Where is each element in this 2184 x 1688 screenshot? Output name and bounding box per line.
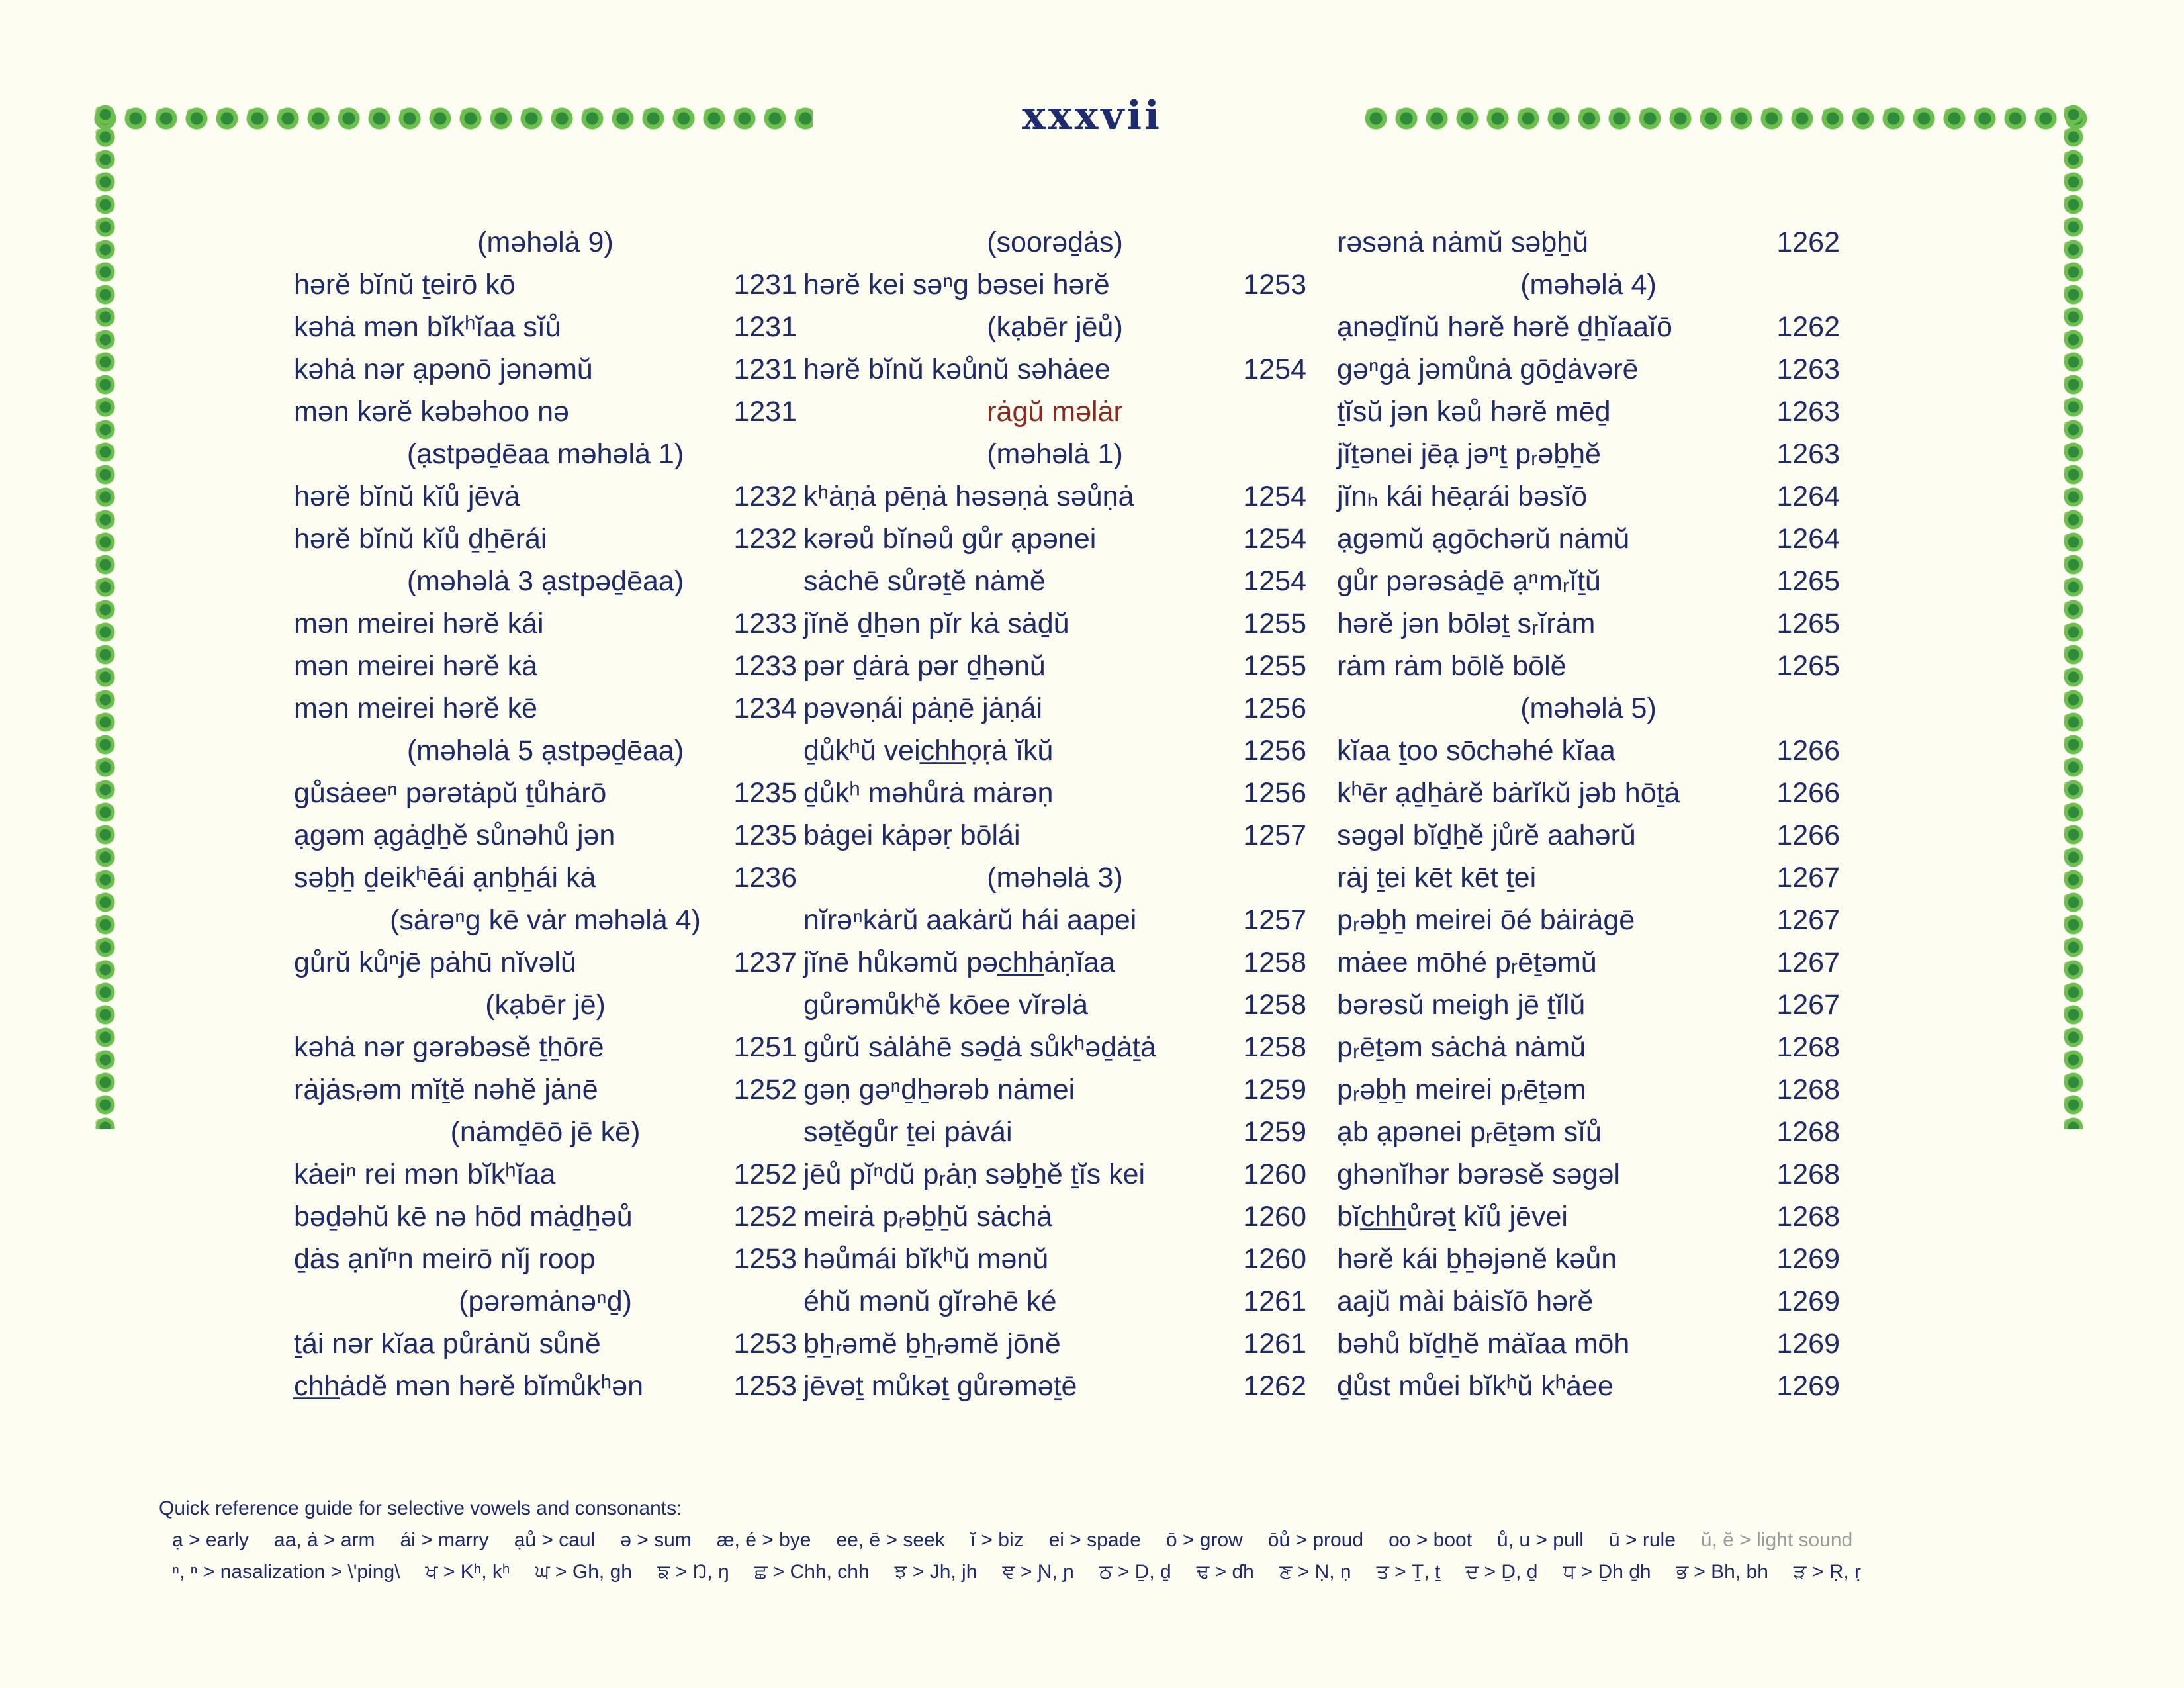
entry-page-number: 1237 — [733, 947, 797, 978]
guide-title: Quick reference guide for selective vowels and consonants: — [159, 1497, 682, 1519]
index-entry — [294, 306, 797, 348]
index-entry — [1337, 306, 1840, 348]
guide-item: ů, u > pull — [1497, 1529, 1584, 1551]
index-entry — [803, 1323, 1306, 1365]
entry-title: bərəsŭ meigh jē ṯĭlŭ — [1337, 989, 1586, 1021]
section-heading — [294, 984, 797, 1026]
entry-page-number: 1251 — [733, 1031, 797, 1063]
entry-title: ḏůkʰ məhůrȧ mȧrəṇ — [803, 777, 1054, 809]
index-entry — [803, 729, 1306, 772]
index-entry — [803, 1365, 1306, 1407]
index-entry — [1337, 645, 1840, 687]
guide-item: ōů > proud — [1267, 1529, 1364, 1551]
guide-item: ਦ > Ḏ, ḏ — [1465, 1561, 1538, 1583]
guide-item: æ, é > bye — [716, 1529, 811, 1551]
index-entry — [803, 984, 1306, 1026]
guide-item: ee, ē > seek — [836, 1529, 945, 1551]
entry-title: (ạstpəḏēaa məhəlȧ 1) — [406, 438, 684, 470]
entry-title: mən meirei hərĕ kái — [294, 608, 544, 639]
entry-title: meirȧ pᵣəḇẖŭ sȧchȧ — [803, 1201, 1053, 1233]
entry-title: bȧgei kȧpəṛ bōlái — [803, 820, 1021, 851]
entry-title: hərĕ bĭnŭ kĭů ḏẖērái — [294, 523, 547, 555]
entry-title: gůrəmůkʰĕ kōee vĭrəlȧ — [803, 989, 1088, 1021]
entry-title: hərĕ bĭnŭ kĭů jēvȧ — [294, 481, 520, 512]
entry-page-number: 1256 — [1243, 777, 1306, 809]
entry-page-number: 1233 — [733, 608, 797, 639]
entry-page-number: 1231 — [733, 353, 797, 385]
entry-title: ḏůkʰŭ veic̲h̲h̲ọṛȧ ĭkŭ — [803, 735, 1054, 767]
entry-title: hərĕ bĭnŭ ṯeirō kō — [294, 269, 516, 301]
entry-title: həůmái bĭkʰŭ mənŭ — [803, 1243, 1049, 1275]
guide-item: ō > grow — [1165, 1529, 1243, 1551]
section-heading — [803, 857, 1306, 899]
entry-title: gůsȧeeⁿ pərətȧpŭ ṯůhȧrō — [294, 777, 607, 809]
guide-item: ⁿ, ⁿ > nasalization > \'ping\ — [172, 1561, 400, 1583]
guide-item: aa, ȧ > arm — [273, 1529, 375, 1551]
index-entry — [294, 1153, 797, 1196]
index-entry — [1337, 1111, 1840, 1153]
index-entry — [294, 391, 797, 433]
entry-page-number: 1266 — [1776, 777, 1840, 809]
guide-item: ਛ > Chh, chh — [754, 1561, 870, 1583]
entry-title: ạb ạpənei pᵣēṯəm sĭů — [1337, 1116, 1602, 1148]
entry-page-number: 1259 — [1243, 1116, 1306, 1148]
index-entry — [294, 1026, 797, 1068]
entry-title: hərĕ kei səⁿg bəsei hərĕ — [803, 269, 1110, 301]
index-entry — [294, 1323, 797, 1365]
entry-page-number: 1252 — [733, 1074, 797, 1105]
entry-page-number: 1255 — [1243, 608, 1306, 639]
entry-title: rȧjȧsᵣəm mĭṯĕ nəhĕ jȧnē — [294, 1074, 598, 1105]
section-heading — [294, 560, 797, 602]
index-entry — [1337, 729, 1840, 772]
entry-title: (məhəlȧ 5 ạstpəḏēaa) — [406, 735, 684, 767]
entry-page-number: 1267 — [1776, 862, 1840, 894]
entry-page-number: 1266 — [1776, 820, 1840, 851]
entry-title: éhŭ mənŭ gĭrəhē ké — [803, 1286, 1057, 1317]
entry-title: c̲h̲h̲ȧdĕ mən hərĕ bĭmůkʰən — [294, 1370, 644, 1402]
entry-page-number: 1236 — [733, 862, 797, 894]
index-entry — [1337, 433, 1840, 475]
index-entry — [803, 1280, 1306, 1323]
guide-item: ĭ > biz — [970, 1529, 1024, 1551]
entry-page-number: 1264 — [1776, 523, 1840, 555]
index-entry — [1337, 1323, 1840, 1365]
entry-page-number: 1253 — [733, 1243, 797, 1275]
entry-title: (kạbēr jē) — [485, 989, 606, 1021]
section-heading — [1337, 687, 1840, 729]
guide-item: ਤ > Ṯ, ṯ — [1376, 1561, 1441, 1583]
entry-title: jēů pĭⁿdŭ pᵣȧṇ səḇẖĕ ṯĭs kei — [803, 1158, 1146, 1190]
entry-title: mən meirei hərĕ kȧ — [294, 650, 538, 682]
page-number: xxxvii — [1022, 93, 1162, 139]
entry-title: ṯĭsŭ jən kəů hərĕ mēḏ — [1337, 396, 1611, 428]
entry-title: ḏȧs ạnĭⁿn meirō nĭj roop — [294, 1243, 596, 1275]
entry-title: rəsənȧ nȧmŭ səḇẖŭ — [1337, 226, 1589, 258]
section-heading — [803, 306, 1306, 348]
index-column-2 — [803, 221, 1306, 1407]
entry-title: (məhəlȧ 1) — [987, 438, 1123, 470]
guide-item: ə > sum — [620, 1529, 692, 1551]
entry-title: kəhȧ mən bĭkʰĭaa sĭů — [294, 311, 561, 343]
guide-item: ਝ > Jh, jh — [894, 1561, 978, 1583]
entry-title: kĭaa ṯoo sōchəhé kĭaa — [1337, 735, 1615, 767]
index-entry — [1337, 1153, 1840, 1196]
entry-title: sȧchē sůrəṯĕ nȧmĕ — [803, 565, 1046, 597]
entry-page-number: 1263 — [1776, 438, 1840, 470]
index-entry — [294, 645, 797, 687]
entry-title: jĭṯənei jēạ jəⁿṯ pᵣəḇẖĕ — [1337, 438, 1601, 470]
entry-page-number: 1269 — [1776, 1370, 1840, 1402]
entry-page-number: 1252 — [733, 1201, 797, 1233]
entry-page-number: 1262 — [1776, 226, 1840, 258]
entry-title: (məhəlȧ 4) — [1520, 269, 1657, 301]
entry-title: rȧgŭ məlȧr — [987, 396, 1123, 428]
entry-page-number: 1254 — [1243, 353, 1306, 385]
entry-page-number: 1254 — [1243, 523, 1306, 555]
guide-item: ਣ > Ṇ, ṇ — [1279, 1561, 1351, 1583]
index-entry — [803, 475, 1306, 518]
index-entry — [803, 1111, 1306, 1153]
guide-item: ái > marry — [400, 1529, 489, 1551]
index-column-1 — [294, 221, 797, 1407]
guide-consonants-row — [172, 1561, 2052, 1583]
index-entry — [803, 814, 1306, 857]
entry-title: pᵣēṯəm sȧchȧ nȧmŭ — [1337, 1031, 1586, 1063]
index-entry — [803, 263, 1306, 306]
guide-item: ਢ > ɗh — [1196, 1561, 1254, 1583]
index-entry — [1337, 348, 1840, 391]
entry-page-number: 1235 — [733, 820, 797, 851]
index-entry — [1337, 1280, 1840, 1323]
guide-item: oo > boot — [1388, 1529, 1473, 1551]
entry-title: pər ḏȧrȧ pər ḏẖənŭ — [803, 650, 1046, 682]
index-entry — [294, 518, 797, 560]
index-entry — [294, 1068, 797, 1111]
index-entry — [294, 941, 797, 984]
index-entry — [294, 687, 797, 729]
entry-page-number: 1256 — [1243, 692, 1306, 724]
index-entry — [294, 857, 797, 899]
guide-vowels-row — [172, 1529, 2052, 1552]
entry-title: (sȧrəⁿg kē vȧr məhəlȧ 4) — [390, 904, 701, 936]
entry-title: gəṇ gəⁿḏẖərəb nȧmei — [803, 1074, 1075, 1105]
entry-title: jĭnₕ kái hēạrái bəsĭō — [1337, 481, 1588, 512]
index-entry — [1337, 391, 1840, 433]
guide-item: ਠ > Ḏ, ḏ — [1099, 1561, 1171, 1583]
index-entry — [1337, 941, 1840, 984]
entry-page-number: 1232 — [733, 523, 797, 555]
vine-border-left — [90, 103, 120, 1129]
entry-page-number: 1263 — [1776, 396, 1840, 428]
entry-title: jĭnĕ ḏẖən pĭr kȧ sȧḏŭ — [803, 608, 1069, 639]
section-heading — [294, 729, 797, 772]
guide-item: ạ > early — [172, 1529, 249, 1551]
entry-title: kəhȧ nər gərəbəsĕ ṯẖōrē — [294, 1031, 604, 1063]
entry-title: bəḏəhŭ kē nə hōd mȧḏẖəů — [294, 1201, 633, 1233]
entry-title: rȧj ṯei kēt kēt ṯei — [1337, 862, 1537, 894]
guide-item: ਭ > Bh, bh — [1676, 1561, 1768, 1583]
entry-page-number: 1260 — [1243, 1243, 1306, 1275]
entry-title: jēvəṯ můkəṯ gůrəməṯē — [803, 1370, 1077, 1402]
entry-page-number: 1231 — [733, 396, 797, 428]
entry-title: hərĕ bĭnŭ kəůnŭ səhȧee — [803, 353, 1111, 385]
entry-page-number: 1267 — [1776, 947, 1840, 978]
index-entry — [1337, 1196, 1840, 1238]
entry-title: (kạbēr jēů) — [987, 311, 1123, 343]
entry-title: gəⁿgȧ jəmůnȧ gōḏȧvərē — [1337, 353, 1639, 385]
index-entry — [803, 1068, 1306, 1111]
entry-page-number: 1235 — [733, 777, 797, 809]
entry-title: kʰȧṇȧ pēṇȧ həsəṇȧ səůṇȧ — [803, 481, 1134, 512]
entry-page-number: 1254 — [1243, 565, 1306, 597]
entry-title: pᵣəḇẖ meirei pᵣēṯəm — [1337, 1074, 1586, 1105]
quick-reference-guide — [159, 1497, 2052, 1593]
index-entry — [294, 814, 797, 857]
entry-title: kərəů bĭnəů gůr ạpənei — [803, 523, 1097, 555]
guide-item: ਘ > Gh, gh — [535, 1561, 632, 1583]
entry-title: mȧee mōhé pᵣēṯəmŭ — [1337, 947, 1597, 978]
entry-page-number: 1253 — [1243, 269, 1306, 301]
entry-page-number: 1231 — [733, 311, 797, 343]
entry-title: aajŭ mài bȧisĭō hərĕ — [1337, 1286, 1594, 1317]
index-column-3 — [1337, 221, 1840, 1407]
entry-page-number: 1257 — [1243, 820, 1306, 851]
index-entry — [803, 518, 1306, 560]
index-entry — [1337, 518, 1840, 560]
entry-page-number: 1260 — [1243, 1201, 1306, 1233]
index-entry — [803, 899, 1306, 941]
entry-page-number: 1265 — [1776, 608, 1840, 639]
section-heading — [803, 221, 1306, 263]
index-entry — [1337, 1068, 1840, 1111]
section-heading — [294, 1280, 797, 1323]
entry-page-number: 1261 — [1243, 1286, 1306, 1317]
index-entry — [803, 645, 1306, 687]
guide-item: ŭ, ĕ > light sound — [1700, 1529, 1853, 1551]
section-heading — [803, 391, 1306, 433]
guide-item: ū > rule — [1608, 1529, 1676, 1551]
entry-title: (məhəlȧ 3) — [987, 862, 1123, 894]
entry-title: ạgəmŭ ạgōchərŭ nȧmŭ — [1337, 523, 1630, 555]
index-entry — [1337, 1026, 1840, 1068]
entry-page-number: 1258 — [1243, 947, 1306, 978]
entry-page-number: 1264 — [1776, 481, 1840, 512]
section-heading — [294, 221, 797, 263]
index-entry — [803, 602, 1306, 645]
entry-page-number: 1269 — [1776, 1328, 1840, 1360]
section-heading — [294, 899, 797, 941]
index-entry — [1337, 221, 1840, 263]
entry-title: (soorəḏȧs) — [987, 226, 1123, 258]
guide-item: ਞ > Ɲ, ɲ — [1002, 1561, 1074, 1583]
index-entry — [803, 348, 1306, 391]
index-entry — [1337, 772, 1840, 814]
entry-page-number: 1234 — [733, 692, 797, 724]
entry-title: (nȧmḏēō jē kē) — [450, 1116, 641, 1148]
entry-page-number: 1231 — [733, 269, 797, 301]
entry-title: (məhəlȧ 3 ạstpəḏēaa) — [406, 565, 684, 597]
guide-item: ei > spade — [1048, 1529, 1141, 1551]
guide-item: ੜ > Ṛ, ṛ — [1793, 1561, 1862, 1583]
index-entry — [803, 941, 1306, 984]
index-entry — [1337, 857, 1840, 899]
entry-page-number: 1269 — [1776, 1243, 1840, 1275]
entry-page-number: 1253 — [733, 1328, 797, 1360]
entry-title: gůr pərəsȧḏē ạⁿmᵣĭṯŭ — [1337, 565, 1601, 597]
entry-title: ḏůst můei bĭkʰŭ kʰȧee — [1337, 1370, 1614, 1402]
section-heading — [294, 433, 797, 475]
entry-title: ghənĭhər bərəsĕ səgəl — [1337, 1158, 1620, 1190]
index-entry — [1337, 899, 1840, 941]
entry-page-number: 1252 — [733, 1158, 797, 1190]
entry-title: bəhů bĭḏẖĕ mȧĭaa mōh — [1337, 1328, 1630, 1360]
entry-title: kʰēr ạḏẖȧrĕ bȧrĭkŭ jəb hōṯȧ — [1337, 777, 1680, 809]
entry-title: nĭrəⁿkȧrŭ aakȧrŭ hái aapei — [803, 904, 1137, 936]
index-entry — [1337, 475, 1840, 518]
vine-border-right — [2058, 103, 2089, 1129]
entry-title: ạnəḏĭnŭ hərĕ hərĕ ḏẖĭaaĭō — [1337, 311, 1672, 343]
entry-title: mən meirei hərĕ kē — [294, 692, 538, 724]
entry-page-number: 1258 — [1243, 1031, 1306, 1063]
entry-page-number: 1262 — [1776, 311, 1840, 343]
entry-title: hərĕ jən bōləṯ sᵣĭrȧm — [1337, 608, 1596, 639]
section-heading — [294, 1111, 797, 1153]
entry-page-number: 1232 — [733, 481, 797, 512]
entry-page-number: 1256 — [1243, 735, 1306, 767]
index-entry — [1337, 1365, 1840, 1407]
entry-title: (məhəlȧ 9) — [477, 226, 614, 258]
index-entry — [1337, 814, 1840, 857]
entry-title: mən kərĕ kəbəhoo nə — [294, 396, 569, 428]
entry-page-number: 1233 — [733, 650, 797, 682]
guide-item: ਙ > Ŋ, ŋ — [657, 1561, 729, 1583]
index-entry — [294, 475, 797, 518]
entry-title: səḇẖ ḏeikʰēái ạnḇẖái kȧ — [294, 862, 596, 894]
entry-title: (məhəlȧ 5) — [1520, 692, 1657, 724]
entry-page-number: 1253 — [733, 1370, 797, 1402]
entry-title: rȧm rȧm bōlĕ bōlĕ — [1337, 650, 1567, 682]
index-entry — [294, 348, 797, 391]
entry-page-number: 1269 — [1776, 1286, 1840, 1317]
entry-title: pəvəṇái pȧṇē jȧṇái — [803, 692, 1043, 724]
entry-title: ṯái nər kĭaa půrȧnŭ sůnĕ — [294, 1328, 601, 1360]
entry-title: hərĕ kái ḇẖəjənĕ kəůn — [1337, 1243, 1617, 1275]
guide-item: ਧ > Ḏh ḏh — [1563, 1561, 1651, 1583]
guide-item: ạů > caul — [514, 1529, 596, 1551]
entry-page-number: 1259 — [1243, 1074, 1306, 1105]
entry-page-number: 1268 — [1776, 1074, 1840, 1105]
entry-page-number: 1261 — [1243, 1328, 1306, 1360]
index-entry — [294, 772, 797, 814]
index-entry — [803, 1153, 1306, 1196]
index-entry — [294, 1238, 797, 1280]
entry-page-number: 1267 — [1776, 904, 1840, 936]
index-entry — [803, 772, 1306, 814]
index-entry — [294, 263, 797, 306]
entry-title: gůrŭ sȧlȧhē səḏȧ sůkʰəḏȧṯȧ — [803, 1031, 1156, 1063]
index-entry — [803, 1238, 1306, 1280]
entry-title: səṯĕgůr ṯei pȧvái — [803, 1116, 1013, 1148]
entry-title: kəhȧ nər ạpənō jənəmŭ — [294, 353, 593, 385]
entry-title: pᵣəḇẖ meirei ōé bȧirȧgē — [1337, 904, 1635, 936]
section-heading — [1337, 263, 1840, 306]
entry-page-number: 1265 — [1776, 650, 1840, 682]
entry-page-number: 1258 — [1243, 989, 1306, 1021]
entry-title: səgəl bĭḏẖĕ jůrĕ aahərŭ — [1337, 820, 1636, 851]
section-heading — [803, 433, 1306, 475]
index-entry — [1337, 602, 1840, 645]
entry-page-number: 1262 — [1243, 1370, 1306, 1402]
index-entry — [1337, 1238, 1840, 1280]
entry-page-number: 1266 — [1776, 735, 1840, 767]
entry-title: bĭc̲h̲h̲ůrəṯ kĭů jēvei — [1337, 1201, 1568, 1233]
entry-title: jĭnē hůkəmŭ pəc̲h̲h̲ȧṇĭaa — [803, 947, 1115, 978]
entry-title: gůrŭ kůⁿjē pȧhū nĭvəlŭ — [294, 947, 576, 978]
index-entry — [294, 1365, 797, 1407]
entry-page-number: 1265 — [1776, 565, 1840, 597]
entry-title: ḇẖᵣəmĕ ḇẖᵣəmĕ jōnĕ — [803, 1328, 1061, 1360]
index-entry — [1337, 560, 1840, 602]
entry-page-number: 1257 — [1243, 904, 1306, 936]
entry-page-number: 1268 — [1776, 1116, 1840, 1148]
entry-page-number: 1268 — [1776, 1201, 1840, 1233]
index-entry — [803, 687, 1306, 729]
index-entry — [803, 560, 1306, 602]
entry-page-number: 1260 — [1243, 1158, 1306, 1190]
index-entry — [803, 1196, 1306, 1238]
entry-page-number: 1268 — [1776, 1031, 1840, 1063]
index-entry — [803, 1026, 1306, 1068]
index-entry — [1337, 984, 1840, 1026]
index-entry — [294, 602, 797, 645]
entry-page-number: 1254 — [1243, 481, 1306, 512]
entry-page-number: 1255 — [1243, 650, 1306, 682]
entry-page-number: 1268 — [1776, 1158, 1840, 1190]
entry-title: kȧeiⁿ rei mən bĭkʰĭaa — [294, 1158, 556, 1190]
guide-item: ਖ > Kʰ, kʰ — [425, 1561, 510, 1583]
entry-page-number: 1267 — [1776, 989, 1840, 1021]
entry-title: (pərəmȧnəⁿḏ) — [459, 1286, 632, 1317]
index-entry — [294, 1196, 797, 1238]
entry-title: ạgəm ạgȧḏẖĕ sůnəhů jən — [294, 820, 615, 851]
entry-page-number: 1263 — [1776, 353, 1840, 385]
